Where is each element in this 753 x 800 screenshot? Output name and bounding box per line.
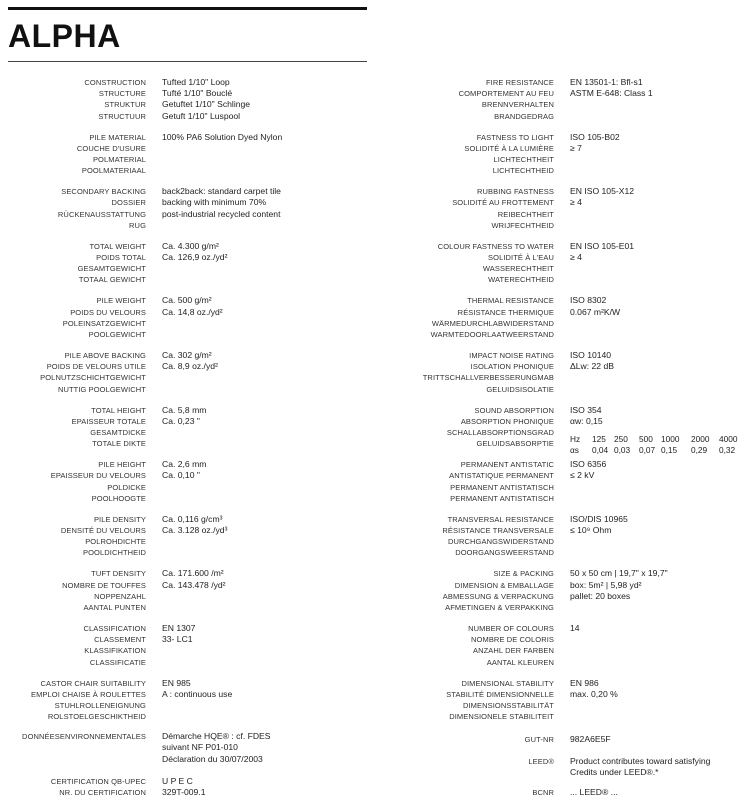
- spec-value-line: Démarche HQE® : cf. FDES: [162, 731, 271, 742]
- spec-label-line: AANTAL PUNTEN: [83, 603, 146, 612]
- spec-label-line: STRUKTUR: [104, 100, 146, 110]
- spec-value-line: EN ISO 105-X12: [570, 186, 635, 197]
- spec-label-line: POIDS TOTAL: [96, 253, 146, 262]
- spec-label-line: NOPPENZAHL: [94, 591, 146, 601]
- spec-label: [374, 787, 554, 798]
- spec-label-line: STUHLROLLENEIGNUNG: [54, 701, 146, 710]
- absorption-table: [570, 434, 753, 456]
- spec-value: [162, 776, 367, 798]
- spec-value: [570, 350, 753, 372]
- spec-value: [570, 132, 753, 154]
- spec-label-line: AFMETINGEN & VERPAKKING: [445, 603, 554, 612]
- spec-label-line: COUCHE D'USURE: [76, 143, 146, 153]
- absorption-cell: 0,32: [719, 445, 736, 456]
- spec-label-line: TUFT DENSITY: [91, 569, 146, 579]
- absorption-cell: 500: [639, 434, 653, 444]
- spec-label-line: DIMENSIONELE STABILITEIT: [449, 712, 554, 722]
- spec-label-line: RÉSISTANCE TRANSVERSALE: [442, 526, 554, 535]
- spec-value-line: box: 5m² | 5,98 yd²: [570, 579, 642, 590]
- spec-label-line: DOSSIER: [111, 198, 146, 208]
- absorption-cell: 0,04: [592, 445, 609, 456]
- spec-label: [0, 459, 146, 504]
- spec-label: [0, 678, 146, 723]
- spec-label-line: THERMAL RESISTANCE: [467, 296, 554, 306]
- spec-value-line: ≥ 4: [570, 252, 582, 262]
- spec-label-line: FASTNESS TO LIGHT: [476, 132, 554, 142]
- spec-label: [0, 568, 146, 613]
- spec-label-line: DURCHGANGSWIDERSTAND: [447, 537, 554, 547]
- spec-value-line: ISO 8302: [570, 295, 607, 306]
- spec-label-line: DOORGANGSWEERSTAND: [455, 548, 554, 558]
- spec-label-line: PILE WEIGHT: [96, 296, 146, 306]
- spec-value-line: back2back: standard carpet tile: [162, 186, 281, 197]
- spec-value: [570, 405, 753, 457]
- spec-label-line: ANZAHL DER FARBEN: [472, 646, 554, 656]
- spec-label-line: DENSITÉ DU VELOURS: [60, 526, 146, 535]
- spec-label: [374, 186, 554, 231]
- spec-value-line: EN 986: [570, 677, 599, 688]
- spec-label-line: LICHTECHTHEIT: [493, 155, 554, 164]
- top-rule: [8, 7, 367, 10]
- spec-label-line: ISOLATION PHONIQUE: [470, 362, 554, 372]
- spec-label-line: TRANSVERSAL RESISTANCE: [447, 514, 554, 524]
- spec-value-line: Ca. 3.128 oz./yd³: [162, 525, 228, 535]
- spec-value-line: A : continuous use: [162, 688, 233, 699]
- spec-label-line: DIMENSIONAL STABILITY: [461, 678, 554, 688]
- spec-value-line: Ca. 0,10 ": [162, 470, 200, 481]
- spec-label-line: SOUND ABSORPTION: [474, 405, 554, 415]
- spec-label: [0, 132, 146, 177]
- spec-label-line: POLROHDICHTE: [85, 537, 146, 547]
- spec-value-line: EN ISO 105-E01: [570, 240, 635, 251]
- spec-label-line: IMPACT NOISE RATING: [469, 351, 554, 360]
- spec-label-line: KLASSIFIKATION: [84, 646, 146, 656]
- spec-label-line: PERMANENT ANTISTATIC: [460, 460, 554, 470]
- spec-label-line: WÄRMEDURCHLABWIDERSTAND: [431, 318, 554, 328]
- spec-label-line: GESAMTDICKE: [90, 428, 146, 437]
- spec-value-line: backing with minimum 70%: [162, 197, 267, 208]
- spec-label-line: BRANDGEDRAG: [494, 111, 554, 121]
- spec-label-line: ABMESSUNG & VERPACKUNG: [442, 591, 554, 601]
- spec-label-line: SIZE & PACKING: [493, 569, 554, 579]
- spec-value-line: 982A6E5F: [570, 734, 611, 745]
- spec-value: [570, 186, 753, 208]
- spec-label-line: TOTAL WEIGHT: [89, 241, 146, 251]
- spec-value-line: 0.067 m²K/W: [570, 306, 621, 317]
- spec-value: [162, 132, 367, 143]
- absorption-cell: 0,03: [614, 445, 631, 456]
- spec-label: [0, 241, 146, 286]
- spec-value-line: 33- LC1: [162, 634, 193, 645]
- spec-label: [374, 77, 554, 122]
- spec-value-line: Ca. 0,116 g/cm³: [162, 513, 223, 524]
- spec-label: [0, 776, 146, 798]
- spec-label-line: EMPLOI CHAISE À ROULETTES: [30, 689, 146, 699]
- spec-value-line: Tufted 1/10" Loop: [162, 77, 230, 87]
- spec-value: [162, 405, 367, 427]
- spec-label-line: DONNÉESENVIRONNEMENTALES: [22, 732, 146, 742]
- spec-label-line: NOMBRE DE TOUFFES: [62, 580, 146, 590]
- spec-label-line: PILE DENSITY: [93, 514, 146, 524]
- spec-value-line: max. 0,20 %: [570, 688, 618, 699]
- spec-label-line: TOTALE DIKTE: [92, 439, 146, 449]
- spec-label-line: SECONDARY BACKING: [61, 187, 146, 197]
- absorption-cell: 2000: [691, 434, 710, 444]
- spec-label: [0, 514, 146, 559]
- spec-label-line: TOTAAL GEWICHT: [78, 275, 146, 285]
- spec-label: [374, 295, 554, 340]
- spec-label-line: POOLDICHTHEID: [83, 548, 146, 558]
- spec-label-line: RUG: [129, 220, 146, 230]
- spec-value: [162, 678, 367, 700]
- spec-label-line: GESAMTGEWICHT: [77, 264, 146, 274]
- spec-label: [374, 241, 554, 286]
- spec-label: [0, 295, 146, 340]
- spec-label-line: POOLHOOGTE: [91, 493, 146, 503]
- spec-label-line: LEED®: [528, 757, 554, 767]
- spec-label-line: NUTTIG POOLGEWICHT: [57, 384, 146, 394]
- spec-value-line: ISO 10140: [570, 350, 612, 360]
- spec-label-line: STABILITÉ DIMENSIONNELLE: [446, 689, 554, 699]
- spec-label-line: WARMTEDOORLAATWEERSTAND: [430, 330, 554, 339]
- spec-label-line: POLNUTZSCHICHTGEWICHT: [40, 373, 146, 383]
- spec-value: [570, 295, 753, 317]
- spec-value-line: ... LEED® ...: [570, 787, 618, 798]
- spec-value-line: EN 985: [162, 677, 191, 688]
- spec-label: [0, 186, 146, 231]
- spec-label-line: WATERECHTHEID: [488, 275, 554, 285]
- spec-label: [0, 731, 146, 742]
- absorption-cell: 1000: [661, 434, 680, 444]
- spec-value-line: ISO 6356: [570, 459, 607, 470]
- spec-label-line: ANTISTATIQUE PERMANENT: [449, 471, 554, 481]
- spec-value-line: ΔLw: 22 dB: [570, 361, 614, 372]
- absorption-cell: 125: [592, 434, 606, 444]
- spec-label-line: CERTIFICATION QB-UPEC: [50, 777, 146, 787]
- spec-label-line: COLOUR FASTNESS TO WATER: [437, 241, 554, 251]
- spec-value-line: post-industrial recycled content: [162, 208, 281, 219]
- spec-label-line: TOTAL HEIGHT: [91, 405, 146, 415]
- spec-label: [374, 459, 554, 504]
- spec-label-line: LICHTECHTHEID: [492, 166, 554, 176]
- spec-label-line: POOLGEWICHT: [88, 330, 146, 339]
- spec-label-line: NUMBER OF COLOURS: [468, 624, 554, 633]
- spec-label-line: CONSTRUCTION: [84, 78, 146, 87]
- spec-label-line: ABSORPTION PHONIQUE: [460, 416, 554, 426]
- spec-label-line: TRITTSCHALLVERBESSERUNGMAB: [422, 373, 554, 383]
- spec-value: [570, 514, 753, 536]
- spec-value-line: Tufté 1/10" Bouclé: [162, 88, 233, 99]
- spec-value-line: Ca. 126,9 oz./yd²: [162, 252, 228, 262]
- absorption-cell: 0,15: [661, 445, 678, 456]
- spec-value-line: ISO 354: [570, 404, 602, 415]
- spec-value: [570, 756, 753, 778]
- spec-label-line: WRIJFECHTHEID: [491, 220, 554, 230]
- spec-label: [374, 756, 554, 767]
- spec-value: [570, 568, 753, 602]
- spec-value-line: Getuft 1/10" Luspool: [162, 110, 241, 121]
- spec-label-line: POIDS DU VELOURS: [70, 307, 146, 317]
- absorption-cell: 250: [614, 434, 628, 444]
- spec-label-line: ROLSTOELGESCHIKTHEID: [47, 712, 146, 722]
- spec-label-line: GUT-NR: [524, 735, 554, 745]
- spec-value-line: EN 1307: [162, 623, 196, 633]
- spec-value-line: Ca. 143.478 /yd²: [162, 579, 226, 590]
- absorption-cell: αs: [570, 445, 579, 456]
- spec-label-line: CLASSIFICATIE: [89, 657, 146, 667]
- spec-value-line: ≤ 2 kV: [570, 470, 595, 481]
- spec-value: [162, 77, 367, 122]
- spec-label-line: PILE ABOVE BACKING: [64, 351, 146, 360]
- product-title: ALPHA: [8, 18, 121, 54]
- spec-value-line: Product contributes toward satisfying: [570, 756, 711, 767]
- title-underline: [8, 61, 367, 62]
- spec-label-line: POOLMATERIAAL: [81, 166, 146, 176]
- spec-label: [374, 132, 554, 177]
- spec-value: [570, 734, 753, 745]
- spec-value: [162, 623, 367, 645]
- spec-label-line: NR. DU CERTIFICATION: [59, 788, 146, 798]
- spec-value-line: ≥ 7: [570, 142, 582, 153]
- spec-label-line: DIMENSION & EMBALLAGE: [454, 580, 554, 590]
- spec-value: [162, 514, 367, 536]
- spec-value-line: αw: 0,15: [570, 415, 603, 426]
- spec-value: [570, 241, 753, 263]
- spec-value: [162, 186, 367, 220]
- spec-label-line: POLDICKE: [107, 482, 146, 492]
- spec-value: [162, 568, 367, 590]
- spec-label-line: REIBECHTHEIT: [497, 209, 554, 219]
- spec-label-line: GELUIDSABSORPTIE: [476, 439, 554, 449]
- spec-value-line: ISO 105-B02: [570, 131, 620, 142]
- spec-value-line: ≥ 4: [570, 197, 582, 208]
- spec-value-line: 50 x 50 cm | 19,7" x 19,7": [570, 568, 668, 579]
- spec-value-line: Ca. 171.600 /m²: [162, 568, 224, 579]
- spec-label: [374, 350, 554, 395]
- spec-value-line: ISO/DIS 10965: [570, 513, 628, 524]
- spec-value-line: Ca. 5,8 mm: [162, 404, 207, 415]
- spec-value-line: Ca. 2,6 mm: [162, 459, 207, 470]
- absorption-cell: 4000: [719, 434, 738, 444]
- spec-label-line: STRUCTUUR: [98, 111, 146, 121]
- spec-value: [162, 731, 367, 765]
- spec-label: [374, 734, 554, 745]
- spec-label: [0, 350, 146, 395]
- spec-value-line: U P E C: [162, 776, 193, 787]
- spec-label-line: EPAISSEUR DU VELOURS: [50, 471, 146, 481]
- spec-value-line: suivant NF P01-010: [162, 742, 238, 753]
- spec-label: [374, 514, 554, 559]
- absorption-row-alpha: [570, 445, 753, 456]
- spec-value-line: Déclaration du 30/07/2003: [162, 753, 263, 764]
- spec-label-line: RÉSISTANCE THERMIQUE: [457, 307, 554, 317]
- spec-label-line: PERMANENT ANTISTATISCH: [450, 493, 554, 503]
- spec-label-line: POLEINSATZGEWICHT: [62, 318, 146, 328]
- spec-value: [162, 459, 367, 481]
- spec-label: [374, 405, 554, 450]
- spec-label-line: CLASSIFICATION: [83, 624, 146, 633]
- spec-label-line: PERMANENT ANTISTATISCH: [450, 482, 554, 492]
- spec-value-line: pallet: 20 boxes: [570, 590, 631, 601]
- spec-value-line: Ca. 0,23 ": [162, 415, 200, 426]
- spec-value-line: ASTM E-648: Class 1: [570, 88, 653, 99]
- spec-value-line: Ca. 14,8 oz./yd²: [162, 306, 223, 317]
- spec-value-line: Ca. 302 g/m²: [162, 350, 212, 360]
- spec-label: [0, 623, 146, 668]
- spec-label: [374, 623, 554, 668]
- spec-label-line: RUBBING FASTNESS: [476, 187, 554, 197]
- spec-value: [570, 77, 753, 99]
- spec-value: [570, 678, 753, 700]
- spec-label-line: POLMATERIAL: [92, 155, 146, 164]
- spec-label-line: CASTOR CHAIR SUITABILITY: [40, 678, 146, 688]
- spec-label: [0, 405, 146, 450]
- spec-value-line: 100% PA6 Solution Dyed Nylon: [162, 131, 283, 142]
- spec-value-line: 14: [570, 623, 580, 633]
- spec-label-line: POIDS DE VELOURS UTILE: [46, 362, 146, 372]
- spec-label-line: BRENNVERHALTEN: [481, 100, 554, 110]
- spec-label-line: RÜCKENAUSSTATTUNG: [57, 209, 146, 219]
- spec-label: [0, 77, 146, 122]
- spec-value-line: 329T-009.1: [162, 787, 206, 798]
- spec-label-line: PILE HEIGHT: [98, 460, 146, 470]
- absorption-row-hz: [570, 434, 753, 445]
- spec-label-line: WASSERECHTHEIT: [482, 264, 554, 274]
- spec-label-line: EPAISSEUR TOTALE: [71, 416, 146, 426]
- spec-label-line: COMPORTEMENT AU FEU: [458, 89, 554, 99]
- spec-label-line: NOMBRE DE COLORIS: [471, 635, 554, 645]
- spec-label-line: SCHALLABSORPTIONSGRAD: [446, 428, 554, 437]
- absorption-cell: Hz: [570, 434, 581, 444]
- absorption-cell: 0,29: [691, 445, 708, 456]
- spec-value: [570, 623, 753, 634]
- spec-value-line: Ca. 500 g/m²: [162, 295, 212, 306]
- spec-label-line: GELUIDSISOLATIE: [486, 384, 554, 394]
- spec-value: [162, 295, 367, 317]
- spec-label-line: SOLIDITÉ AU FROTTEMENT: [452, 198, 554, 208]
- spec-label-line: PILE MATERIAL: [89, 132, 146, 142]
- absorption-cell: 0,07: [639, 445, 656, 456]
- spec-label-line: SOLIDITÉ À L'EAU: [488, 253, 554, 262]
- spec-label: [374, 678, 554, 723]
- spec-value: [162, 350, 367, 372]
- spec-label-line: STRUCTURE: [98, 89, 146, 99]
- spec-value-line: Ca. 4.300 g/m²: [162, 240, 219, 251]
- spec-label-line: CLASSEMENT: [94, 635, 146, 645]
- spec-value-line: Credits under LEED®.*: [570, 767, 659, 778]
- spec-label-line: SOLIDITÉ À LA LUMIÈRE: [464, 143, 554, 153]
- spec-label-line: BCNR: [532, 788, 554, 798]
- spec-value: [570, 787, 753, 798]
- spec-label: [374, 568, 554, 613]
- spec-value: [570, 459, 753, 481]
- spec-label-line: AANTAL KLEUREN: [486, 657, 554, 667]
- spec-value-line: ≤ 10⁹ Ohm: [570, 525, 612, 535]
- spec-label-line: FIRE RESISTANCE: [485, 78, 554, 87]
- spec-value: [162, 241, 367, 263]
- spec-value-line: Getuftet 1/10" Schlinge: [162, 99, 251, 110]
- spec-value-line: EN 13501-1: Bfl-s1: [570, 77, 643, 87]
- spec-value-line: Ca. 8,9 oz./yd²: [162, 361, 218, 372]
- spec-label-line: DIMENSIONSSTABILITÄT: [462, 701, 554, 710]
